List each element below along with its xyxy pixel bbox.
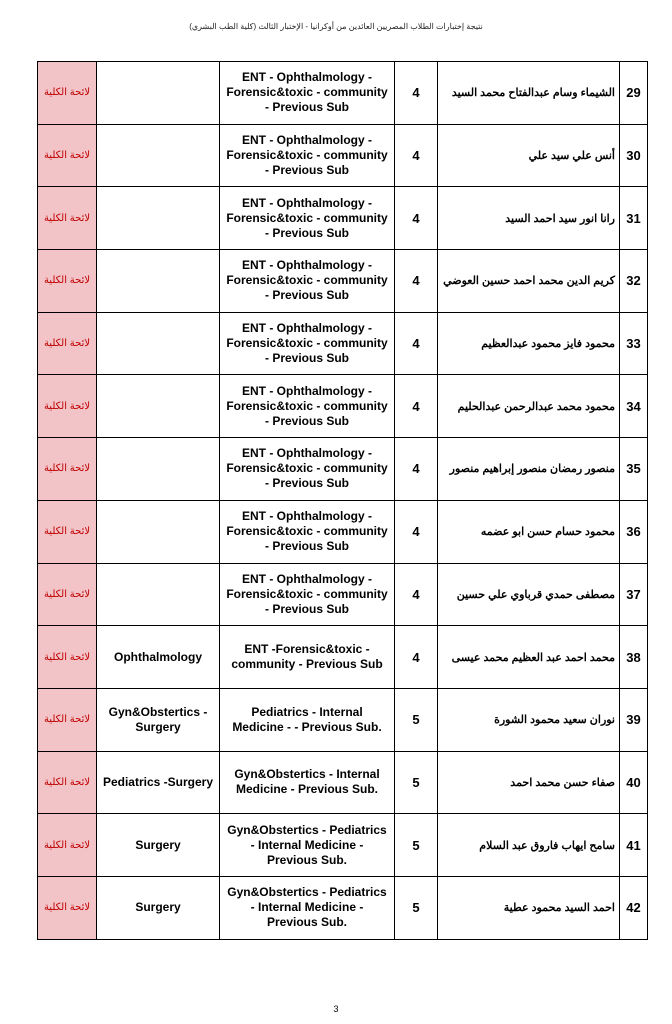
status-cell: لائحة الكلية xyxy=(38,626,97,689)
subjects-cell: ENT - Ophthalmology - Forensic&toxic - community - Previous Sub xyxy=(220,250,395,313)
subjects-cell: ENT - Ophthalmology - Forensic&toxic - community - Previous Sub xyxy=(220,500,395,563)
row-number-cell: 33 xyxy=(620,312,648,375)
pending-subjects-cell xyxy=(97,375,220,438)
status-cell: لائحة الكلية xyxy=(38,563,97,626)
subject-count-cell: 4 xyxy=(395,312,438,375)
table-row xyxy=(38,62,648,125)
subject-count-cell: 4 xyxy=(395,124,438,187)
table-row xyxy=(38,751,648,814)
subjects-cell: Gyn&Obstertics - Pediatrics - Internal Medicine - Previous Sub. xyxy=(220,814,395,877)
table-row xyxy=(38,438,648,501)
row-number-cell: 31 xyxy=(620,187,648,250)
subjects-cell: ENT - Ophthalmology - Forensic&toxic - community - Previous Sub xyxy=(220,438,395,501)
status-cell: لائحة الكلية xyxy=(38,876,97,939)
row-number-cell: 32 xyxy=(620,250,648,313)
student-name-cell: صفاء حسن محمد احمد xyxy=(438,751,620,814)
row-number-cell: 39 xyxy=(620,688,648,751)
table-row xyxy=(38,187,648,250)
subject-count-cell: 4 xyxy=(395,438,438,501)
subjects-cell: Gyn&Obstertics - Internal Medicine - Previous Sub. xyxy=(220,751,395,814)
status-cell: لائحة الكلية xyxy=(38,62,97,125)
row-number-cell: 37 xyxy=(620,563,648,626)
row-number-cell: 30 xyxy=(620,124,648,187)
page-header: نتيجة إختبارات الطلاب المصريين العائدين من أوكرانيا - الإختبار الثالث (كلية الطب البشري) xyxy=(189,22,483,31)
student-name-cell: سامح ايهاب فاروق عبد السلام xyxy=(438,814,620,877)
status-cell: لائحة الكلية xyxy=(38,124,97,187)
pending-subjects-cell xyxy=(97,62,220,125)
status-cell: لائحة الكلية xyxy=(38,751,97,814)
subject-count-cell: 5 xyxy=(395,876,438,939)
table-row xyxy=(38,124,648,187)
pending-subjects-cell: Surgery xyxy=(97,876,220,939)
status-cell: لائحة الكلية xyxy=(38,375,97,438)
status-cell: لائحة الكلية xyxy=(38,438,97,501)
row-number-cell: 41 xyxy=(620,814,648,877)
subject-count-cell: 5 xyxy=(395,751,438,814)
subject-count-cell: 5 xyxy=(395,814,438,877)
student-name-cell: نوران سعيد محمود الشورة xyxy=(438,688,620,751)
subjects-cell: ENT - Ophthalmology - Forensic&toxic - community - Previous Sub xyxy=(220,187,395,250)
subjects-cell: ENT - Ophthalmology - Forensic&toxic - community - Previous Sub xyxy=(220,312,395,375)
table-row xyxy=(38,375,648,438)
subject-count-cell: 5 xyxy=(395,688,438,751)
results-table xyxy=(37,61,648,940)
status-cell: لائحة الكلية xyxy=(38,312,97,375)
row-number-cell: 36 xyxy=(620,500,648,563)
subjects-cell: ENT - Ophthalmology - Forensic&toxic - community - Previous Sub xyxy=(220,62,395,125)
status-cell: لائحة الكلية xyxy=(38,187,97,250)
row-number-cell: 29 xyxy=(620,62,648,125)
subjects-cell: ENT - Ophthalmology - Forensic&toxic - community - Previous Sub xyxy=(220,375,395,438)
subject-count-cell: 4 xyxy=(395,187,438,250)
pending-subjects-cell: Ophthalmology xyxy=(97,626,220,689)
student-name-cell: كريم الدين محمد احمد حسين العوضي xyxy=(438,250,620,313)
pending-subjects-cell xyxy=(97,250,220,313)
pending-subjects-cell: Pediatrics -Surgery xyxy=(97,751,220,814)
results-table-body xyxy=(38,62,648,940)
student-name-cell: محمود محمد عبدالرحمن عبدالحليم xyxy=(438,375,620,438)
pending-subjects-cell xyxy=(97,500,220,563)
table-row xyxy=(38,563,648,626)
subject-count-cell: 4 xyxy=(395,626,438,689)
student-name-cell: احمد السيد محمود عطية xyxy=(438,876,620,939)
pending-subjects-cell xyxy=(97,187,220,250)
row-number-cell: 42 xyxy=(620,876,648,939)
row-number-cell: 35 xyxy=(620,438,648,501)
status-cell: لائحة الكلية xyxy=(38,688,97,751)
student-name-cell: الشيماء وسام عبدالفتاح محمد السيد xyxy=(438,62,620,125)
table-row xyxy=(38,500,648,563)
pending-subjects-cell xyxy=(97,438,220,501)
pending-subjects-cell xyxy=(97,124,220,187)
pending-subjects-cell: Gyn&Obstertics - Surgery xyxy=(97,688,220,751)
student-name-cell: محمود حسام حسن ابو عضمه xyxy=(438,500,620,563)
subjects-cell: Gyn&Obstertics - Pediatrics - Internal Medicine - Previous Sub. xyxy=(220,876,395,939)
table-row xyxy=(38,814,648,877)
pending-subjects-cell xyxy=(97,312,220,375)
status-cell: لائحة الكلية xyxy=(38,814,97,877)
subject-count-cell: 4 xyxy=(395,250,438,313)
table-row xyxy=(38,312,648,375)
student-name-cell: محمود فايز محمود عبدالعظيم xyxy=(438,312,620,375)
status-cell: لائحة الكلية xyxy=(38,500,97,563)
subject-count-cell: 4 xyxy=(395,62,438,125)
student-name-cell: أنس علي سيد علي xyxy=(438,124,620,187)
table-row xyxy=(38,688,648,751)
table-row xyxy=(38,626,648,689)
status-cell: لائحة الكلية xyxy=(38,250,97,313)
subjects-cell: ENT - Ophthalmology - Forensic&toxic - community - Previous Sub xyxy=(220,563,395,626)
pending-subjects-cell: Surgery xyxy=(97,814,220,877)
pending-subjects-cell xyxy=(97,563,220,626)
subject-count-cell: 4 xyxy=(395,375,438,438)
page-number: 3 xyxy=(333,1004,339,1014)
subjects-cell: ENT - Ophthalmology - Forensic&toxic - community - Previous Sub xyxy=(220,124,395,187)
subjects-cell: Pediatrics - Internal Medicine - - Previous Sub. xyxy=(220,688,395,751)
subject-count-cell: 4 xyxy=(395,500,438,563)
row-number-cell: 38 xyxy=(620,626,648,689)
subject-count-cell: 4 xyxy=(395,563,438,626)
student-name-cell: رانا انور سيد احمد السيد xyxy=(438,187,620,250)
student-name-cell: مصطفى حمدي قرباوي علي حسين xyxy=(438,563,620,626)
row-number-cell: 34 xyxy=(620,375,648,438)
subjects-cell: ENT -Forensic&toxic - community - Previous Sub xyxy=(220,626,395,689)
student-name-cell: محمد احمد عبد العظيم محمد عيسى xyxy=(438,626,620,689)
student-name-cell: منصور رمضان منصور إبراهيم منصور xyxy=(438,438,620,501)
table-row xyxy=(38,876,648,939)
row-number-cell: 40 xyxy=(620,751,648,814)
table-row xyxy=(38,250,648,313)
